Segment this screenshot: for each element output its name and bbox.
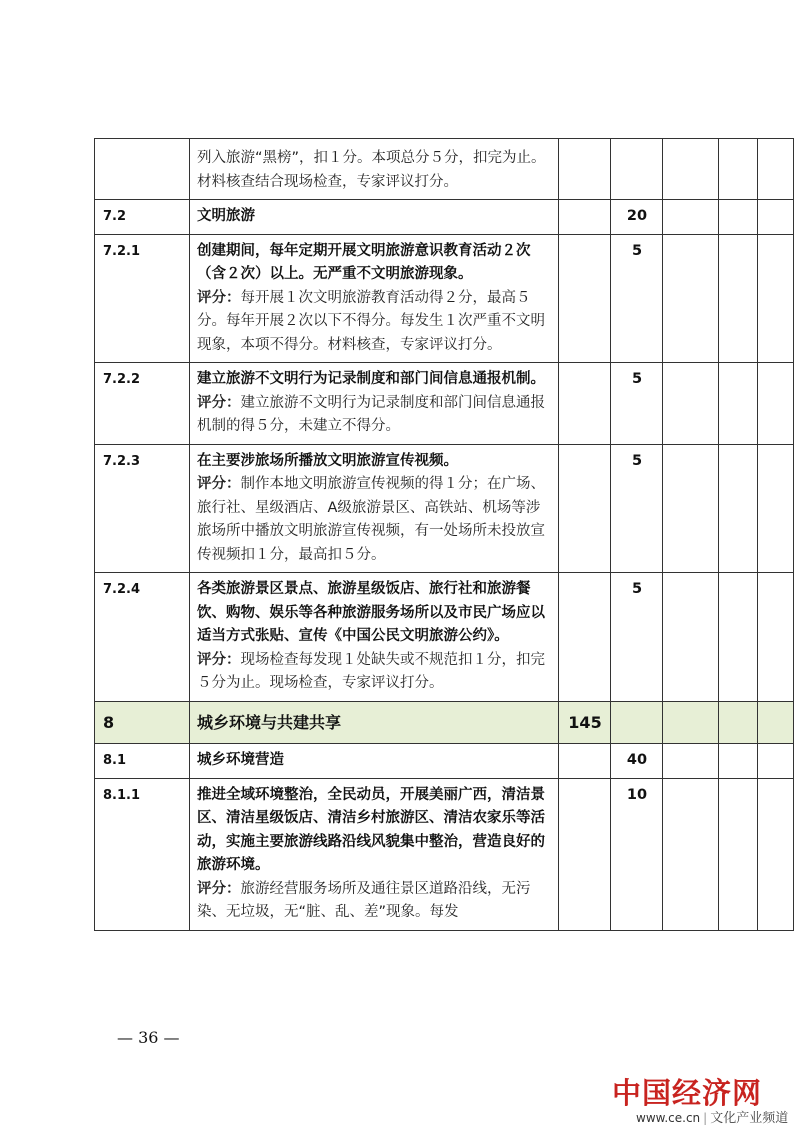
- blank-cell: [758, 701, 794, 744]
- total-score-cell: [559, 139, 611, 200]
- blank-cell: [719, 573, 758, 702]
- scoring-rule: 每开展１次文明旅游教育活动得２分，最高５分。每年开展２次以下不得分。每发生１次严重不文明现象，本项不得分。材料核查，专家评议打分。: [197, 289, 545, 353]
- total-score-cell: [559, 200, 611, 235]
- section-code: 7.2: [95, 200, 190, 235]
- scoring-label: 评分：: [197, 394, 241, 411]
- item-content: [190, 573, 559, 702]
- criterion-text: 建立旅游不文明行为记录制度和部门间信息通报机制。: [197, 371, 545, 387]
- blank-cell: [758, 363, 794, 445]
- table-row-section: [95, 744, 794, 779]
- scoring-label: 评分：: [197, 289, 241, 306]
- watermark-footer: [636, 1107, 788, 1126]
- scoring-text: [197, 392, 552, 439]
- total-score-cell: [559, 234, 611, 363]
- table-row: [95, 139, 794, 200]
- item-code: 7.2.3: [95, 444, 190, 573]
- blank-cell: [758, 744, 794, 779]
- item-code: 7.2.1: [95, 234, 190, 363]
- scoring-table: [94, 138, 794, 931]
- scoring-label: 评分：: [197, 651, 241, 668]
- table-row-item: [95, 234, 794, 363]
- scoring-text: [197, 473, 552, 567]
- item-code: 7.2.2: [95, 363, 190, 445]
- item-score-cell: 5: [611, 444, 663, 573]
- blank-cell: [663, 701, 719, 744]
- watermark-logo: 中国经济网: [612, 1076, 763, 1110]
- section-score-cell: 40: [611, 744, 663, 779]
- blank-cell: [758, 444, 794, 573]
- continuation-text: [190, 139, 559, 200]
- blank-cell: [663, 200, 719, 235]
- item-code: 7.2.4: [95, 573, 190, 702]
- total-score-cell: [559, 363, 611, 445]
- scoring-rule: 现场检查每发现１处缺失或不规范扣１分，扣完５分为止。现场检查，专家评议打分。: [197, 651, 545, 691]
- blank-cell: [719, 701, 758, 744]
- item-content: [190, 234, 559, 363]
- watermark-site: www.ce.cn: [636, 1111, 701, 1125]
- item-content: [190, 778, 559, 930]
- scoring-text: [197, 878, 552, 925]
- scoring-text: [197, 287, 552, 358]
- table-row-section: [95, 200, 794, 235]
- blank-cell: [719, 444, 758, 573]
- category-code: 8: [95, 701, 190, 744]
- total-score-cell: [559, 444, 611, 573]
- scoring-label: 评分：: [197, 476, 241, 492]
- category-title: 城乡环境与共建共享: [190, 701, 559, 744]
- blank-cell: [758, 200, 794, 235]
- section-score-cell: [611, 139, 663, 200]
- criterion-text: 创建期间，每年定期开展文明旅游意识教育活动２次（含２次）以上。无严重不文明旅游现象。: [197, 242, 531, 282]
- scoring-rule: 制作本地文明旅游宣传视频的得１分；在广场、旅行社、星级酒店、A级旅游景区、高铁站、机场等涉旅场所中播放文明旅游宣传视频，有一处场所未投放宣传视频扣１分，最高扣５分。: [197, 476, 545, 563]
- scoring-rule: 旅游经营服务场所及通往景区道路沿线，无污染、无垃圾，无“脏、乱、差”现象。每发: [197, 880, 531, 920]
- table-row-item: [95, 363, 794, 445]
- section-code: 8.1: [95, 744, 190, 779]
- blank-cell: [663, 363, 719, 445]
- table-row-category: [95, 701, 794, 744]
- blank-cell: [758, 139, 794, 200]
- blank-cell: [758, 573, 794, 702]
- category-total-score: 145: [559, 701, 611, 744]
- item-code: [95, 139, 190, 200]
- section-title: 城乡环境营造: [190, 744, 559, 779]
- criterion-text: 各类旅游景区景点、旅游星级饭店、旅行社和旅游餐饮、购物、娱乐等各种旅游服务场所以及市民广场应以适当方式张贴、宣传《中国公民文明旅游公约》。: [197, 581, 545, 644]
- section-title: 文明旅游: [190, 200, 559, 235]
- scoring-text: [197, 649, 552, 696]
- continuation-line: 列入旅游“黑榜”，扣１分。本项总分５分，扣完为止。材料核查结合现场检查，专家评议打分。: [197, 150, 546, 190]
- criterion-text: 推进全域环境整治，全民动员，开展美丽广西，清洁景区、清洁星级饭店、清洁乡村旅游区、清洁农家乐等活动，实施主要旅游线路沿线风貌集中整治，营造良好的旅游环境。: [197, 786, 545, 873]
- total-score-cell: [559, 778, 611, 930]
- item-score-cell: 5: [611, 573, 663, 702]
- blank-cell: [663, 744, 719, 779]
- item-code: 8.1.1: [95, 778, 190, 930]
- blank-cell: [663, 573, 719, 702]
- criterion-text: 在主要涉旅场所播放文明旅游宣传视频。: [197, 452, 458, 469]
- watermark-separator: |: [703, 1111, 708, 1125]
- blank-cell: [663, 234, 719, 363]
- table-row-item: [95, 573, 794, 702]
- item-score-cell: 10: [611, 778, 663, 930]
- blank-cell: [719, 778, 758, 930]
- page-number: — 36 —: [117, 1028, 180, 1047]
- blank-cell: [719, 744, 758, 779]
- section-score-cell: [611, 701, 663, 744]
- scoring-label: 评分：: [197, 880, 241, 897]
- blank-cell: [758, 778, 794, 930]
- blank-cell: [719, 363, 758, 445]
- item-content: [190, 363, 559, 445]
- blank-cell: [663, 139, 719, 200]
- blank-cell: [663, 778, 719, 930]
- total-score-cell: [559, 573, 611, 702]
- total-score-cell: [559, 744, 611, 779]
- blank-cell: [719, 139, 758, 200]
- section-score-cell: 20: [611, 200, 663, 235]
- table-row-item: [95, 778, 794, 930]
- watermark-channel: 文化产业频道: [710, 1111, 789, 1126]
- item-score-cell: 5: [611, 363, 663, 445]
- table-row-item: [95, 444, 794, 573]
- item-score-cell: 5: [611, 234, 663, 363]
- blank-cell: [758, 234, 794, 363]
- blank-cell: [663, 444, 719, 573]
- item-content: [190, 444, 559, 573]
- blank-cell: [719, 200, 758, 235]
- scoring-rule: 建立旅游不文明行为记录制度和部门间信息通报机制的得５分，未建立不得分。: [197, 394, 545, 434]
- blank-cell: [719, 234, 758, 363]
